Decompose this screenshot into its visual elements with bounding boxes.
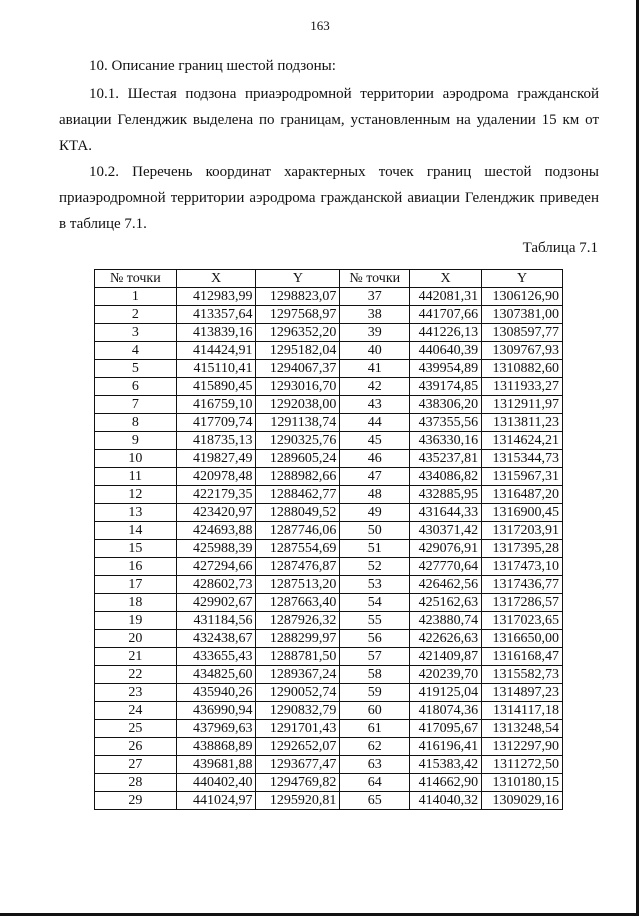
table-row	[95, 666, 563, 684]
cell-y-coordinate: 1287513,20	[256, 576, 340, 594]
cell-y-coordinate: 1306126,90	[482, 288, 563, 306]
table-row	[95, 432, 563, 450]
coordinates-table-body	[95, 288, 563, 810]
cell-x-coordinate: 413357,64	[176, 306, 256, 324]
table-row	[95, 720, 563, 738]
cell-x-coordinate: 421409,87	[410, 648, 482, 666]
cell-point-number: 3	[95, 324, 177, 342]
cell-y-coordinate: 1311272,50	[482, 756, 563, 774]
cell-x-coordinate: 425988,39	[176, 540, 256, 558]
cell-x-coordinate: 441226,13	[410, 324, 482, 342]
cell-point-number: 7	[95, 396, 177, 414]
cell-x-coordinate: 414662,90	[410, 774, 482, 792]
cell-y-coordinate: 1287746,06	[256, 522, 340, 540]
cell-x-coordinate: 429902,67	[176, 594, 256, 612]
table-row	[95, 756, 563, 774]
table-row	[95, 324, 563, 342]
cell-y-coordinate: 1290325,76	[256, 432, 340, 450]
table-row	[95, 738, 563, 756]
table-row	[95, 594, 563, 612]
cell-point-number: 61	[340, 720, 410, 738]
cell-point-number: 10	[95, 450, 177, 468]
table-row	[95, 576, 563, 594]
table-row	[95, 612, 563, 630]
cell-x-coordinate: 432438,67	[176, 630, 256, 648]
cell-y-coordinate: 1317203,91	[482, 522, 563, 540]
cell-x-coordinate: 428602,73	[176, 576, 256, 594]
table-caption: Таблица 7.1	[522, 240, 598, 256]
cell-x-coordinate: 422179,35	[176, 486, 256, 504]
cell-x-coordinate: 432885,95	[410, 486, 482, 504]
cell-point-number: 64	[340, 774, 410, 792]
cell-y-coordinate: 1310180,15	[482, 774, 563, 792]
cell-x-coordinate: 435940,26	[176, 684, 256, 702]
cell-x-coordinate: 419827,49	[176, 450, 256, 468]
cell-point-number: 42	[340, 378, 410, 396]
table-row	[95, 342, 563, 360]
cell-point-number: 6	[95, 378, 177, 396]
cell-x-coordinate: 434086,82	[410, 468, 482, 486]
cell-y-coordinate: 1309767,93	[482, 342, 563, 360]
cell-y-coordinate: 1313248,54	[482, 720, 563, 738]
cell-y-coordinate: 1292652,07	[256, 738, 340, 756]
cell-x-coordinate: 430371,42	[410, 522, 482, 540]
cell-point-number: 39	[340, 324, 410, 342]
cell-y-coordinate: 1293677,47	[256, 756, 340, 774]
cell-point-number: 13	[95, 504, 177, 522]
cell-y-coordinate: 1288982,66	[256, 468, 340, 486]
header-y: Y	[256, 270, 340, 288]
cell-point-number: 51	[340, 540, 410, 558]
cell-point-number: 15	[95, 540, 177, 558]
cell-y-coordinate: 1294067,37	[256, 360, 340, 378]
cell-point-number: 20	[95, 630, 177, 648]
cell-y-coordinate: 1316900,45	[482, 504, 563, 522]
cell-y-coordinate: 1307381,00	[482, 306, 563, 324]
cell-x-coordinate: 436990,94	[176, 702, 256, 720]
cell-x-coordinate: 415890,45	[176, 378, 256, 396]
cell-point-number: 63	[340, 756, 410, 774]
cell-point-number: 55	[340, 612, 410, 630]
table-row	[95, 450, 563, 468]
cell-point-number: 50	[340, 522, 410, 540]
cell-point-number: 4	[95, 342, 177, 360]
cell-x-coordinate: 417095,67	[410, 720, 482, 738]
table-row	[95, 288, 563, 306]
cell-point-number: 38	[340, 306, 410, 324]
cell-x-coordinate: 431184,56	[176, 612, 256, 630]
coordinates-table	[94, 269, 563, 810]
cell-point-number: 49	[340, 504, 410, 522]
cell-point-number: 65	[340, 792, 410, 810]
cell-point-number: 54	[340, 594, 410, 612]
cell-x-coordinate: 434825,60	[176, 666, 256, 684]
cell-y-coordinate: 1315582,73	[482, 666, 563, 684]
cell-point-number: 57	[340, 648, 410, 666]
cell-point-number: 43	[340, 396, 410, 414]
cell-point-number: 62	[340, 738, 410, 756]
cell-x-coordinate: 422626,63	[410, 630, 482, 648]
cell-x-coordinate: 413839,16	[176, 324, 256, 342]
cell-x-coordinate: 423420,97	[176, 504, 256, 522]
cell-x-coordinate: 426462,56	[410, 576, 482, 594]
cell-x-coordinate: 427294,66	[176, 558, 256, 576]
cell-point-number: 11	[95, 468, 177, 486]
cell-point-number: 27	[95, 756, 177, 774]
cell-point-number: 44	[340, 414, 410, 432]
cell-point-number: 60	[340, 702, 410, 720]
cell-y-coordinate: 1287476,87	[256, 558, 340, 576]
cell-x-coordinate: 442081,31	[410, 288, 482, 306]
cell-y-coordinate: 1295182,04	[256, 342, 340, 360]
cell-y-coordinate: 1288299,97	[256, 630, 340, 648]
cell-point-number: 24	[95, 702, 177, 720]
cell-y-coordinate: 1311933,27	[482, 378, 563, 396]
cell-x-coordinate: 420978,48	[176, 468, 256, 486]
cell-point-number: 58	[340, 666, 410, 684]
cell-y-coordinate: 1312297,90	[482, 738, 563, 756]
page-number: 163	[310, 18, 330, 33]
cell-x-coordinate: 425162,63	[410, 594, 482, 612]
cell-point-number: 21	[95, 648, 177, 666]
cell-point-number: 19	[95, 612, 177, 630]
cell-x-coordinate: 417709,74	[176, 414, 256, 432]
cell-x-coordinate: 441707,66	[410, 306, 482, 324]
cell-point-number: 56	[340, 630, 410, 648]
cell-x-coordinate: 437969,63	[176, 720, 256, 738]
cell-point-number: 48	[340, 486, 410, 504]
cell-x-coordinate: 418735,13	[176, 432, 256, 450]
cell-y-coordinate: 1317023,65	[482, 612, 563, 630]
cell-point-number: 29	[95, 792, 177, 810]
table-row	[95, 702, 563, 720]
cell-x-coordinate: 412983,99	[176, 288, 256, 306]
table-row	[95, 684, 563, 702]
table-row	[95, 468, 563, 486]
cell-y-coordinate: 1287663,40	[256, 594, 340, 612]
cell-y-coordinate: 1290832,79	[256, 702, 340, 720]
cell-y-coordinate: 1314897,23	[482, 684, 563, 702]
cell-point-number: 40	[340, 342, 410, 360]
cell-y-coordinate: 1292038,00	[256, 396, 340, 414]
cell-x-coordinate: 416196,41	[410, 738, 482, 756]
table-row	[95, 774, 563, 792]
cell-point-number: 18	[95, 594, 177, 612]
table-row	[95, 522, 563, 540]
table-row	[95, 396, 563, 414]
cell-y-coordinate: 1313811,23	[482, 414, 563, 432]
cell-x-coordinate: 420239,70	[410, 666, 482, 684]
cell-y-coordinate: 1294769,82	[256, 774, 340, 792]
cell-point-number: 41	[340, 360, 410, 378]
cell-y-coordinate: 1310882,60	[482, 360, 563, 378]
cell-x-coordinate: 440640,39	[410, 342, 482, 360]
cell-point-number: 2	[95, 306, 177, 324]
cell-x-coordinate: 433655,43	[176, 648, 256, 666]
cell-x-coordinate: 427770,64	[410, 558, 482, 576]
cell-x-coordinate: 440402,40	[176, 774, 256, 792]
cell-x-coordinate: 414424,91	[176, 342, 256, 360]
cell-point-number: 1	[95, 288, 177, 306]
table-row	[95, 648, 563, 666]
cell-x-coordinate: 436330,16	[410, 432, 482, 450]
cell-point-number: 25	[95, 720, 177, 738]
cell-x-coordinate: 439174,85	[410, 378, 482, 396]
cell-x-coordinate: 438306,20	[410, 396, 482, 414]
cell-point-number: 45	[340, 432, 410, 450]
cell-point-number: 5	[95, 360, 177, 378]
cell-y-coordinate: 1317473,10	[482, 558, 563, 576]
cell-y-coordinate: 1290052,74	[256, 684, 340, 702]
cell-x-coordinate: 424693,88	[176, 522, 256, 540]
cell-point-number: 53	[340, 576, 410, 594]
section-heading: 10. Описание границ шестой подзоны:	[89, 58, 336, 74]
cell-y-coordinate: 1317436,77	[482, 576, 563, 594]
cell-y-coordinate: 1309029,16	[482, 792, 563, 810]
table-row	[95, 558, 563, 576]
cell-y-coordinate: 1308597,77	[482, 324, 563, 342]
cell-x-coordinate: 437355,56	[410, 414, 482, 432]
cell-y-coordinate: 1296352,20	[256, 324, 340, 342]
cell-y-coordinate: 1289367,24	[256, 666, 340, 684]
cell-point-number: 14	[95, 522, 177, 540]
table-header-row	[95, 270, 563, 288]
cell-x-coordinate: 415383,42	[410, 756, 482, 774]
cell-y-coordinate: 1291701,43	[256, 720, 340, 738]
table-row	[95, 360, 563, 378]
cell-point-number: 52	[340, 558, 410, 576]
cell-y-coordinate: 1288049,52	[256, 504, 340, 522]
table-row	[95, 414, 563, 432]
cell-x-coordinate: 415110,41	[176, 360, 256, 378]
cell-y-coordinate: 1297568,97	[256, 306, 340, 324]
cell-point-number: 9	[95, 432, 177, 450]
cell-y-coordinate: 1291138,74	[256, 414, 340, 432]
cell-x-coordinate: 418074,36	[410, 702, 482, 720]
cell-point-number: 47	[340, 468, 410, 486]
cell-point-number: 28	[95, 774, 177, 792]
cell-y-coordinate: 1314624,21	[482, 432, 563, 450]
cell-point-number: 46	[340, 450, 410, 468]
cell-point-number: 8	[95, 414, 177, 432]
cell-y-coordinate: 1287554,69	[256, 540, 340, 558]
header-point-number: № точки	[340, 270, 410, 288]
cell-x-coordinate: 439681,88	[176, 756, 256, 774]
cell-x-coordinate: 439954,89	[410, 360, 482, 378]
cell-y-coordinate: 1316168,47	[482, 648, 563, 666]
table-row	[95, 504, 563, 522]
cell-point-number: 26	[95, 738, 177, 756]
cell-x-coordinate: 429076,91	[410, 540, 482, 558]
header-point-number: № точки	[95, 270, 177, 288]
cell-y-coordinate: 1312911,97	[482, 396, 563, 414]
cell-point-number: 23	[95, 684, 177, 702]
cell-x-coordinate: 441024,97	[176, 792, 256, 810]
cell-point-number: 37	[340, 288, 410, 306]
cell-y-coordinate: 1288781,50	[256, 648, 340, 666]
cell-point-number: 16	[95, 558, 177, 576]
table-row	[95, 540, 563, 558]
cell-point-number: 17	[95, 576, 177, 594]
cell-x-coordinate: 419125,04	[410, 684, 482, 702]
cell-y-coordinate: 1316650,00	[482, 630, 563, 648]
paragraph-10-1: 10.1. Шестая подзона приаэродромной территории аэродрома гражданской авиации Геленджик выделена по границам, установленным на удалении 15 км от КТА.	[59, 86, 599, 154]
table-row	[95, 306, 563, 324]
cell-point-number: 12	[95, 486, 177, 504]
table-row	[95, 792, 563, 810]
cell-point-number: 22	[95, 666, 177, 684]
table-row	[95, 630, 563, 648]
paragraph-10-2: 10.2. Перечень координат характерных точек границ шестой подзоны приаэродромной территории аэродрома гражданской авиации Геленджик приведен в таблице 7.1.	[59, 164, 599, 232]
table-row	[95, 486, 563, 504]
cell-y-coordinate: 1298823,07	[256, 288, 340, 306]
cell-x-coordinate: 431644,33	[410, 504, 482, 522]
cell-y-coordinate: 1293016,70	[256, 378, 340, 396]
cell-y-coordinate: 1289605,24	[256, 450, 340, 468]
cell-x-coordinate: 414040,32	[410, 792, 482, 810]
cell-x-coordinate: 435237,81	[410, 450, 482, 468]
cell-y-coordinate: 1315344,73	[482, 450, 563, 468]
cell-y-coordinate: 1295920,81	[256, 792, 340, 810]
cell-y-coordinate: 1315967,31	[482, 468, 563, 486]
table-row	[95, 378, 563, 396]
cell-x-coordinate: 423880,74	[410, 612, 482, 630]
cell-y-coordinate: 1288462,77	[256, 486, 340, 504]
header-y: Y	[482, 270, 563, 288]
cell-x-coordinate: 416759,10	[176, 396, 256, 414]
cell-y-coordinate: 1317395,28	[482, 540, 563, 558]
cell-y-coordinate: 1317286,57	[482, 594, 563, 612]
header-x: X	[176, 270, 256, 288]
header-x: X	[410, 270, 482, 288]
cell-point-number: 59	[340, 684, 410, 702]
cell-x-coordinate: 438868,89	[176, 738, 256, 756]
cell-y-coordinate: 1314117,18	[482, 702, 563, 720]
cell-y-coordinate: 1316487,20	[482, 486, 563, 504]
cell-y-coordinate: 1287926,32	[256, 612, 340, 630]
